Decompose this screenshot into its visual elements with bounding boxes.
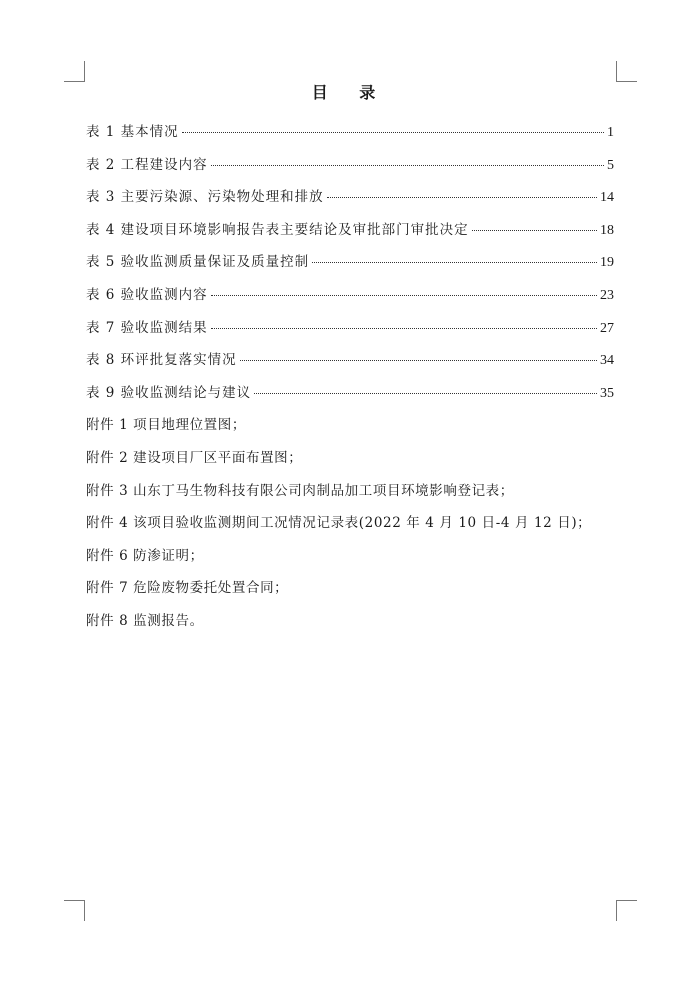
attachment-item: 附件 6 防渗证明； [86,547,204,564]
dot-leader [211,328,597,329]
corner-mark-bottom-right [616,900,637,921]
toc-entry-page: 34 [600,353,614,369]
dot-leader [182,132,604,133]
attachment-item: 附件 1 项目地理位置图； [86,417,246,434]
toc-entry-page: 14 [600,190,614,206]
toc-entry-label: 表 9 验收监测结论与建议 [86,384,252,401]
toc-entry[interactable] [86,246,614,279]
toc-entry[interactable] [86,279,614,312]
attachment-item: 附件 8 监测报告。 [86,612,204,629]
toc-entry-page: 18 [600,222,614,238]
toc-entry[interactable] [86,344,614,377]
corner-mark-top-left [64,61,85,82]
toc-entry[interactable] [86,181,614,214]
dot-leader [327,197,597,198]
toc-entry-page: 19 [600,255,614,271]
dot-leader [240,360,597,361]
toc-entry[interactable] [86,312,614,345]
dot-leader [472,230,597,231]
toc-entry[interactable] [86,214,614,247]
dot-leader [211,165,604,166]
table-of-contents [86,116,614,638]
dot-leader [211,295,597,296]
toc-entry-page: 35 [600,385,614,401]
toc-entry[interactable] [86,377,614,410]
dot-leader [312,262,597,263]
corner-mark-top-right [616,61,637,82]
page-title: 目 录 [311,83,389,102]
toc-entry-label: 表 3 主要污染源、污染物处理和排放 [86,189,324,206]
toc-entry-label: 表 6 验收监测内容 [86,286,208,303]
dot-leader [254,393,597,394]
attachment-item: 附件 3 山东丁马生物科技有限公司肉制品加工项目环境影响登记表； [86,482,514,499]
toc-entry[interactable] [86,149,614,182]
attachment-item: 附件 2 建设项目厂区平面布置图； [86,449,303,466]
toc-entry-label: 表 1 基本情况 [86,124,179,140]
toc-entry-page: 1 [607,125,614,140]
toc-entry-page: 5 [607,157,614,173]
attachment-item: 附件 7 危险废物委托处置合同； [86,580,289,597]
toc-entry-page: 27 [600,320,614,336]
attachment-item: 附件 4 该项目验收监测期间工况情况记录表(2022 年 4 月 10 日-4 月 12 日)； [86,515,592,532]
toc-entry[interactable] [86,116,614,149]
toc-entry-page: 23 [600,287,614,303]
toc-entry-label: 表 5 验收监测质量保证及质量控制 [86,254,310,271]
toc-entry-label: 表 8 环评批复落实情况 [86,352,237,369]
toc-entry-label: 表 4 建设项目环境影响报告表主要结论及审批部门审批决定 [86,221,469,238]
toc-entry-label: 表 7 验收监测结果 [86,319,208,336]
corner-mark-bottom-left [64,900,85,921]
toc-entry-label: 表 2 工程建设内容 [86,156,208,173]
